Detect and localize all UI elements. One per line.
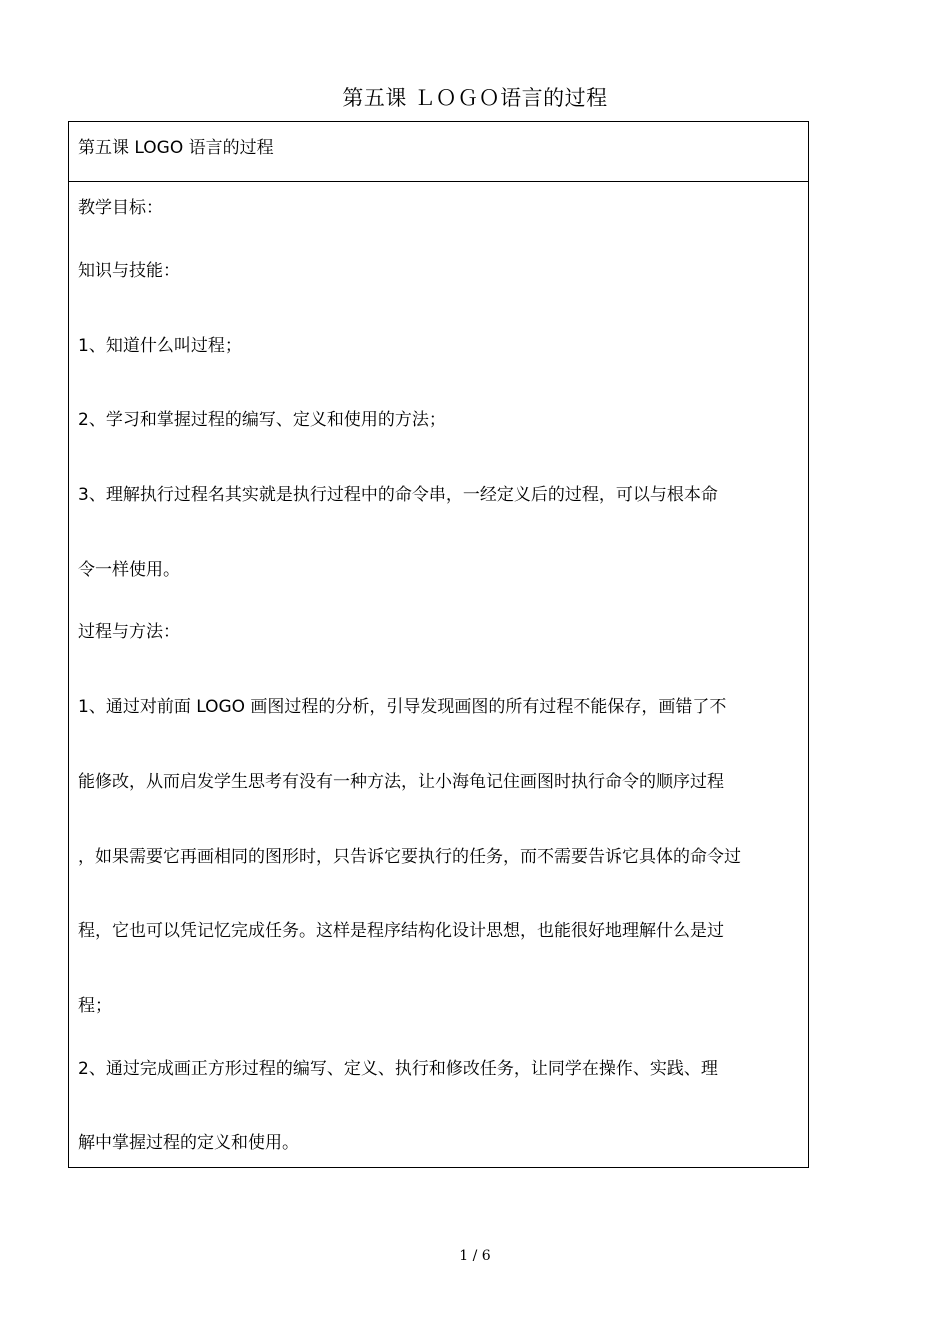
- paragraph-line: 程；: [78, 996, 112, 1016]
- document-title: 第五课 ＬＯＧＯ语言的过程: [342, 86, 608, 110]
- paragraph-line: 能修改，从而启发学生思考有没有一种方法，让小海龟记住画图时执行命令的顺序过程: [78, 772, 724, 792]
- table-header-cell: 第五课 LOGO 语言的过程: [69, 122, 808, 182]
- paragraph-line: 解中掌握过程的定义和使用。: [78, 1133, 299, 1153]
- paragraph-line: 2、学习和掌握过程的编写、定义和使用的方法；: [78, 410, 446, 430]
- section-heading-objectives: 教学目标：: [78, 198, 163, 218]
- paragraph-line: 1、知道什么叫过程；: [78, 336, 242, 356]
- paragraph-line: 1、通过对前面 LOGO 画图过程的分析，引导发现画图的所有过程不能保存，画错了不: [78, 697, 727, 717]
- lesson-table: [68, 121, 809, 1168]
- paragraph-line: 3、理解执行过程名其实就是执行过程中的命令串，一经定义后的过程，可以与根本命: [78, 485, 718, 505]
- paragraph-line: 令一样使用。: [78, 560, 180, 580]
- table-body-cell: [69, 182, 808, 1167]
- section-heading-process-methods: 过程与方法：: [78, 622, 180, 642]
- paragraph-line: 2、通过完成画正方形过程的编写、定义、执行和修改任务，让同学在操作、实践、理: [78, 1059, 718, 1079]
- paragraph-line: ，如果需要它再画相同的图形时，只告诉它要执行的任务，而不需要告诉它具体的命令过: [78, 847, 741, 867]
- paragraph-line: 程，它也可以凭记忆完成任务。这样是程序结构化设计思想，也能很好地理解什么是过: [78, 921, 724, 941]
- section-heading-knowledge-skills: 知识与技能：: [78, 261, 180, 281]
- page-number: 1 / 6: [459, 1248, 491, 1264]
